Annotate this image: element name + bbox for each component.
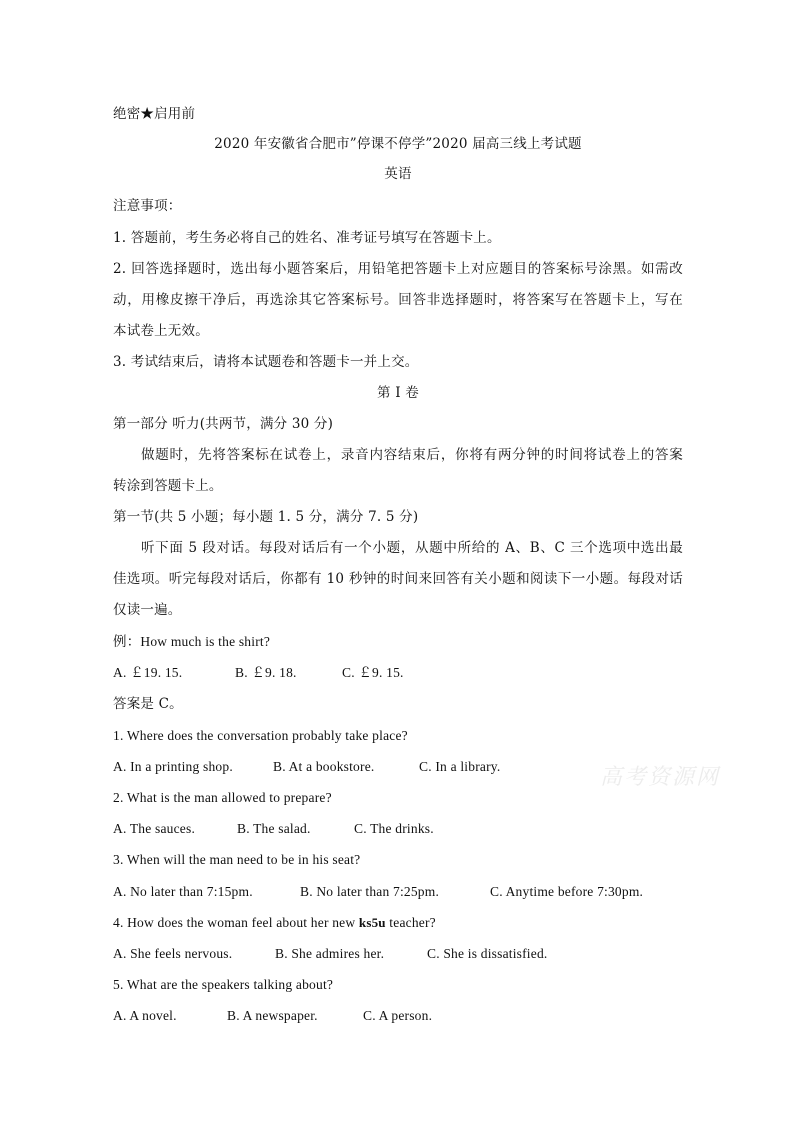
- question-5-option-c: C. A person.: [363, 1008, 433, 1023]
- question-2-option-b: B. The salad.: [237, 821, 311, 836]
- part1-heading: 第一部分 听力(共两节，满分 30 分): [113, 416, 334, 432]
- question-3-options: [113, 882, 683, 902]
- question-4-option-b: B. She admires her.: [275, 946, 385, 961]
- question-1-option-a: A. In a printing shop.: [113, 759, 233, 774]
- example-question: 例：How much is the shirt?: [113, 634, 271, 649]
- question-2: 2. What is the man allowed to prepare?: [113, 790, 332, 805]
- notice-heading: 注意事项：: [113, 198, 182, 214]
- question-3-option-a: A. No later than 7:15pm.: [113, 884, 253, 899]
- question-5-options: [113, 1006, 683, 1026]
- notice-item-3: 3. 考试结束后，请将本试题卷和答题卡一并上交。: [113, 354, 419, 370]
- section1-heading: 第一节(共 5 小题；每小题 1. 5 分，满分 7. 5 分): [113, 509, 419, 525]
- question-5: 5. What are the speakers talking about?: [113, 977, 334, 992]
- section1-instructions-line-2: 佳选项。听完每段对话后，你都有 10 秒钟的时间来回答有关小题和阅读下一小题。每段对话: [113, 571, 683, 587]
- example-option-a: A. ￡19. 15.: [113, 665, 183, 680]
- section1-instructions-line-1: 听下面 5 段对话。每段对话后有一个小题，从题中所给的 A、B、C 三个选项中选出最: [141, 540, 683, 556]
- example-options: [113, 663, 683, 683]
- volume-title: 第 I 卷: [377, 385, 419, 401]
- confidential-label: 绝密★启用前: [113, 106, 196, 122]
- notice-item-1: 1. 答题前，考生务必将自己的姓名、准考证号填写在答题卡上。: [113, 230, 501, 246]
- faint-watermark: 高考资源网: [600, 765, 721, 790]
- question-5-option-a: A. A novel.: [113, 1008, 177, 1023]
- question-1-option-b: B. At a bookstore.: [273, 759, 375, 774]
- notice-item-2-line-3: 本试卷上无效。: [113, 323, 209, 339]
- question-2-option-c: C. The drinks.: [354, 821, 434, 836]
- example-option-c: C. ￡9. 15.: [342, 665, 404, 680]
- question-1-option-c: C. In a library.: [419, 759, 501, 774]
- question-1-options: [113, 757, 683, 777]
- question-4-text: 4. How does the woman feel about her new: [113, 915, 356, 930]
- question-4-option-c: C. She is dissatisfied.: [427, 946, 548, 961]
- part1-intro-line-2: 转涂到答题卡上。: [113, 478, 223, 494]
- question-3-option-c: C. Anytime before 7:30pm.: [490, 884, 644, 899]
- question-3-option-b: B. No later than 7:25pm.: [300, 884, 440, 899]
- part1-intro-line-1: 做题时，先将答案标在试卷上，录音内容结束后，你将有两分钟的时间将试卷上的答案: [141, 447, 683, 463]
- example-answer: 答案是 C。: [113, 696, 183, 712]
- section1-instructions-line-3: 仅读一遍。: [113, 602, 182, 618]
- question-5-option-b: B. A newspaper.: [227, 1008, 318, 1023]
- subject-title: 英语: [384, 166, 412, 182]
- question-4-options: [113, 944, 683, 964]
- question-2-options: [113, 819, 683, 839]
- question-3: 3. When will the man need to be in his seat?: [113, 852, 361, 867]
- ks5u-watermark-mark: ks5u: [358, 915, 386, 930]
- question-1: 1. Where does the conversation probably take place?: [113, 728, 408, 743]
- notice-item-2-line-2: 动，用橡皮擦干净后，再选涂其它答案标号。回答非选择题时，将答案写在答题卡上，写在: [113, 292, 683, 308]
- question-4-option-a: A. She feels nervous.: [113, 946, 233, 961]
- notice-item-2-line-1: 2. 回答选择题时，选出每小题答案后，用铅笔把答题卡上对应题目的答案标号涂黑。如需改: [113, 261, 683, 277]
- exam-title: 2020 年安徽省合肥市”停课不停学”2020 届高三线上考试题: [214, 136, 582, 152]
- question-2-option-a: A. The sauces.: [113, 821, 196, 836]
- question-4: [113, 913, 683, 933]
- example-option-b: B. ￡9. 18.: [235, 665, 297, 680]
- question-4-text-end: teacher?: [389, 915, 436, 930]
